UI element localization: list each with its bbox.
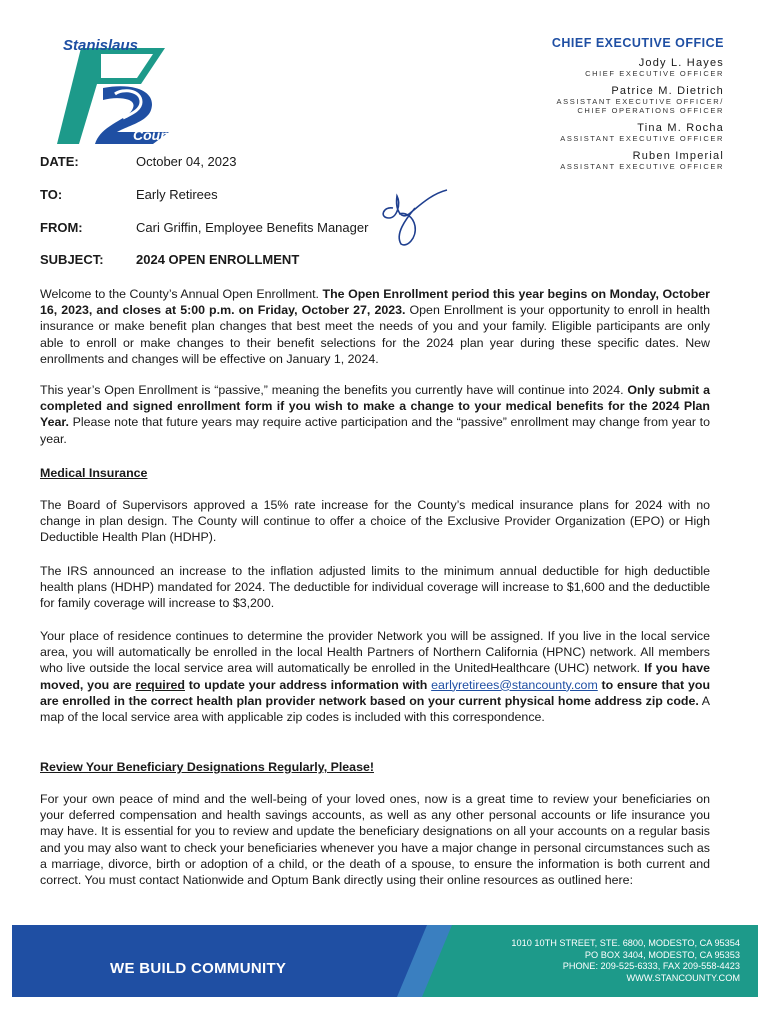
staff-entry [552,57,724,78]
footer-address-line: 1010 10TH STREET, STE. 6800, MODESTO, CA 95354 [511,938,740,948]
paragraph-irs-deductible: The IRS announced an increase to the inflation adjusted limits to the minimum annual deductible for high deductible health plans (HDHP) mandated for 2024. The deductible for individual coverage will increase to $1,600 and the deductible for family coverage will increase to $3,200. [40,564,710,611]
memo-label: DATE: [40,154,79,169]
office-heading: CHIEF EXECUTIVE OFFICE [551,36,724,50]
office-header [552,36,724,171]
staff-entry [552,122,724,143]
paragraph-rate-increase: The Board of Supervisors approved a 15% rate increase for the County’s medical insurance plans for 2024 with no change in plan design. The County will continue to offer a choice of the Exclusive Provider Organization (EPO) or High Deductible Health Plan (HDHP). [40,498,710,545]
memo-to: Early Retirees [136,187,218,202]
paragraph-passive-enrollment: This year’s Open Enrollment is “passive,” meaning the benefits you currently have will continue into 2024. Only submit a completed and signed enrollment form if you wish to make a change to your medical benefits for the 2024 Plan Year. Please note that future years may require active participation and the “passive” enrollment may change from year to year. [40,383,711,446]
staff-name: Patrice M. Dietrich [611,85,724,97]
memo-label: TO: [40,187,63,202]
logo-top-text: Stanislaus [63,37,139,54]
staff-entry [552,85,724,115]
memo-label: FROM: [40,220,83,235]
signature [375,186,455,248]
memo-subject-row [40,252,299,267]
email-link[interactable]: earlyretirees@stancounty.com [431,677,598,692]
memo-label: SUBJECT: [40,252,104,267]
memo-from-row [40,220,368,235]
staff-title: CHIEF EXECUTIVE OFFICER [585,69,724,78]
staff-title: CHIEF OPERATIONS OFFICER [577,106,724,115]
heading-medical-insurance: Medical Insurance [40,466,148,480]
memo-to-row [40,187,218,202]
staff-title: ASSISTANT EXECUTIVE OFFICER [560,134,724,143]
stanislaus-county-logo [57,36,192,144]
memo-date: October 04, 2023 [136,154,237,169]
logo-bottom-text: County [133,127,182,143]
memo-from: Cari Griffin, Employee Benefits Manager [136,220,369,235]
paragraph-provider-network: Your place of residence continues to determine the provider Network you will be assigned. If you live in the local service area, you will automatically be enrolled in the local Health Partners of Northern California (HPNC) network. All members who live outside the local service area will automatically be enrolled in the UnitedHealthcare (UHC) network. If you have moved, you are required to update your address information with earlyretirees@stancounty.com to ensure that you are enrolled in the correct health plan provider network based on your current physical home address zip code. A map of the local service area with applicable zip codes is included with this correspondence. [40,629,711,725]
staff-name: Jody L. Hayes [638,57,724,69]
paragraph-open-enrollment: Welcome to the County’s Annual Open Enrollment. The Open Enrollment period this year begins on Monday, October 16, 2023, and closes at 5:00 p.m. on Friday, October 27, 2023. Open Enrollment is your opportunity to enroll in health insurance or make benefit plan changes that best meet the needs of you and your family. Eligible participants are only able to enroll or make changes to their benefit selections for the 2024 plan year during these specific dates. New enrollments and changes will be effective on January 1, 2024. [40,287,710,366]
footer-slogan: WE BUILD COMMUNITY [110,960,287,977]
paragraph-beneficiary: For your own peace of mind and the well-being of your loved ones, now is a great time to review your beneficiaries on your deferred compensation and health savings accounts, as well as any other personal accounts or life insurance you may have. It is essential for you to review and update the beneficiary designations on all your accounts on a regular basis and you may also want to check your beneficiaries whenever you have a major change in personal circumstances such as a marriage, divorce, birth or adoption of a child, or the death of a spouse, to ensure the information is both current and correct. You must contact Nationwide and Optum Bank directly using their online resources as outlined here: [40,792,710,888]
footer-address-line: PHONE: 209-525-6333, FAX 209-558-4423 [562,961,740,972]
staff-title: ASSISTANT EXECUTIVE OFFICER/ [556,97,724,106]
memo-subject: 2024 OPEN ENROLLMENT [136,252,300,267]
staff-name: Ruben Imperial [632,150,724,162]
staff-name: Tina M. Rocha [637,122,724,134]
footer-address [511,938,740,984]
footer-address-line: PO BOX 3404, MODESTO, CA 95353 [584,949,740,960]
memo-date-row [40,154,236,169]
heading-beneficiary: Review Your Beneficiary Designations Regularly, Please! [40,760,374,774]
staff-entry [552,150,724,171]
staff-title: ASSISTANT EXECUTIVE OFFICER [560,162,724,171]
footer-website[interactable]: WWW.STANCOUNTY.COM [626,972,740,983]
